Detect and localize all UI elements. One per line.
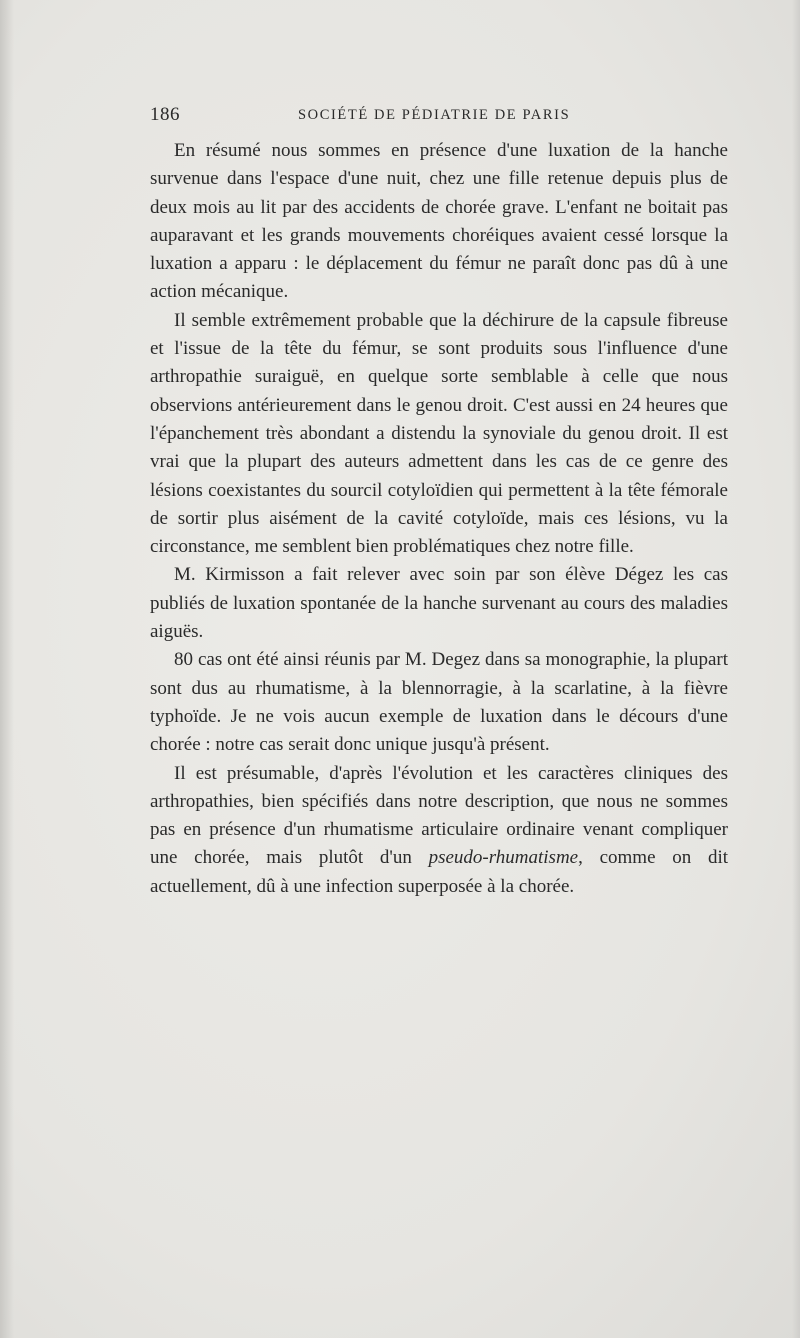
running-head bbox=[150, 104, 730, 126]
paragraph-conclusion bbox=[150, 760, 728, 901]
page-number: 186 bbox=[150, 104, 180, 125]
page-edge-shadow-left bbox=[0, 0, 14, 1338]
conclusion-italic-term: pseudo-rhumatisme bbox=[428, 847, 579, 869]
paragraph-kirmisson: M. Kirmisson a fait relever avec soin par son élève Dégez les cas publiés de luxation spontanée de la hanche survenant au cours des maladies aiguës. bbox=[150, 564, 728, 643]
paragraph-capsule-rupture: Il semble extrêmement probable que la déchirure de la capsule fibreuse et l'issue de la tête du fémur, se sont produits sous l'influence d'une arthropathie suraiguë, en quelque sorte semblable à celle que nous observions antérieurement dans le genou droit. C'est aussi en 24 heures que l'épanchement très abondant a distendu la synoviale du genou droit. Il est vrai que la plupart des auteurs admettent dans les cas de ce genre des lésions coexistantes du sourcil cotyloïdien qui permettent à la tête fémorale de sortir plus aisément de la cavité cotyloïde, mais ces lésions, vu la circonstance, me semblent bien problématiques chez notre fille. bbox=[150, 309, 728, 558]
conclusion-text-end: , comme on dit actuellement, dû à une infection superposée à la chorée. bbox=[150, 847, 728, 897]
body-text bbox=[150, 137, 728, 901]
page-edge-shadow-right bbox=[792, 0, 800, 1338]
paragraph-summary: En résumé nous sommes en présence d'une luxation de la hanche survenue dans l'espace d'une nuit, chez une fille retenue depuis plus de deux mois au lit par des accidents de chorée grave. L'enfant ne boitait pas auparavant et les grands mouvements choréiques avaient cessé lorsque la luxation a apparu : le déplacement du fémur ne paraît donc pas dû à une action mécanique. bbox=[150, 140, 728, 303]
paragraph-degez-cases: 80 cas ont été ainsi réunis par M. Degez dans sa monographie, la plupart sont dus au rhumatisme, à la blennorragie, à la scarlatine, à la fièvre typhoïde. Je ne vois aucun exemple de luxation dans le décours d'une chorée : notre cas serait donc unique jusqu'à présent. bbox=[150, 649, 728, 756]
journal-title: SOCIÉTÉ DE PÉDIATRIE DE PARIS bbox=[298, 107, 571, 123]
conclusion-text-start: Il est présumable, d'après l'évolution et les caractères cliniques des arthropathies, bien spécifiés dans notre description, que nous ne sommes pas en présence d'un rhumatisme articulaire ordinaire venant compliquer une chorée, mais plutôt d'un bbox=[150, 762, 728, 869]
